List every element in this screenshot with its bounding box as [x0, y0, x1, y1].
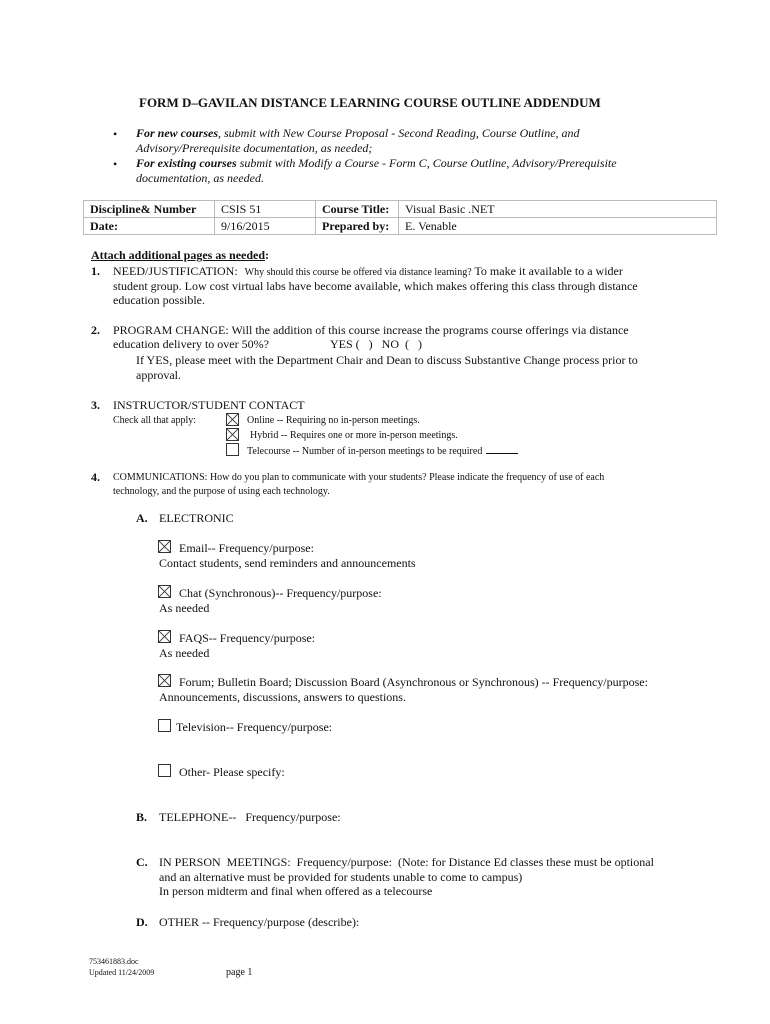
footer-updated: Updated 11/24/2009 [89, 968, 155, 977]
attach-colon: : [265, 248, 270, 262]
check-x-icon [159, 541, 170, 552]
faqs-label: FAQS-- Frequency/purpose: [179, 631, 316, 645]
forum-label: Forum; Bulletin Board; Discussion Board (Asynchronous or Synchronous) -- Frequency/purpose: [179, 675, 648, 689]
subsection-a-letter: A. [136, 511, 148, 525]
email-label: Email-- Frequency/purpose: [179, 541, 314, 555]
discipline-value[interactable]: CSIS 51 [215, 201, 316, 218]
bullet-lead: For existing courses [136, 156, 237, 170]
telecourse-count-blank[interactable] [486, 444, 518, 454]
form-title: FORM D–GAVILAN DISTANCE LEARNING COURSE OUTLINE ADDENDUM [139, 95, 601, 110]
section-1-line1 [113, 264, 623, 279]
section-3-heading: INSTRUCTOR/STUDENT CONTACT [113, 398, 305, 412]
course-info-table [83, 200, 717, 235]
online-option-label: Online -- Requiring no in-person meetings. [247, 415, 420, 426]
bullet-rest: , submit with New Course Proposal - Second Reading, Course Outline, and [218, 126, 580, 140]
subsection-b-letter: B. [136, 810, 148, 824]
chat-checkbox[interactable] [158, 585, 171, 598]
check-all-label: Check all that apply: [113, 415, 197, 426]
date-value[interactable]: 9/16/2015 [215, 218, 316, 235]
course-title-value[interactable]: Visual Basic .NET [399, 201, 717, 218]
attach-heading [91, 248, 269, 263]
subsection-a-title: ELECTRONIC [159, 511, 234, 525]
bullet-rest: submit with Modify a Course - Form C, Course Outline, Advisory/Prerequisite [236, 156, 617, 170]
table-row [84, 201, 717, 218]
yes-no-choice[interactable]: YES ( ) NO ( ) [330, 337, 422, 351]
attach-heading-text: Attach additional pages as needed [91, 248, 266, 262]
subsection-c-answer[interactable]: In person midterm and final when offered as a telecourse [159, 884, 433, 898]
section-1-number: 1. [91, 264, 100, 278]
chat-label: Chat (Synchronous)-- Frequency/purpose: [179, 586, 382, 600]
other-checkbox[interactable] [158, 764, 171, 777]
section-2-line2: education delivery to over 50%? [113, 337, 269, 351]
telecourse-checkbox[interactable] [226, 443, 239, 456]
telecourse-option-label [247, 444, 518, 458]
television-label: Television-- Frequency/purpose: [176, 720, 333, 734]
section-2-line4: approval. [136, 368, 181, 382]
section-1-line2[interactable]: student group. Low cost virtual labs have become available, which makes offering this class through distance [113, 279, 638, 293]
section-2-line3: If YES, please meet with the Department Chair and Dean to discuss Substantive Change process prior to [136, 353, 638, 367]
footer-page-number: page 1 [226, 967, 253, 978]
subsection-b-title: TELEPHONE-- Frequency/purpose: [159, 810, 341, 824]
subsection-c-letter: C. [136, 855, 148, 869]
check-x-icon [227, 429, 238, 440]
telecourse-label-text: Telecourse -- Number of in-person meetings to be required [247, 446, 483, 457]
prepared-by-label: Prepared by: [316, 218, 399, 235]
online-checkbox[interactable] [226, 413, 239, 426]
subsection-c-line2: and an alternative must be provided for students unable to come to campus) [159, 870, 523, 884]
section-4-number: 4. [91, 470, 100, 484]
check-x-icon [159, 586, 170, 597]
bullet-lead: For new courses [136, 126, 219, 140]
table-row [84, 218, 717, 235]
need-justification-answer[interactable]: To make it available to a wider [471, 264, 623, 278]
email-answer[interactable]: Contact students, send reminders and announcements [159, 556, 416, 570]
section-2-line1: PROGRAM CHANGE: Will the addition of this course increase the programs course offerings via distance [113, 323, 629, 337]
need-justification-question: Why should this course be offered via distance learning? [244, 267, 472, 278]
footer-file-name: 753461883.doc [89, 957, 139, 966]
forum-answer[interactable]: Announcements, discussions, answers to questions. [159, 690, 406, 704]
subsection-c-line1: IN PERSON MEETINGS: Frequency/purpose: (Note: for Distance Ed classes these must be optional [159, 855, 654, 869]
faqs-answer[interactable]: As needed [159, 646, 210, 660]
prepared-by-value[interactable]: E. Venable [399, 218, 717, 235]
hybrid-option-label: Hybrid -- Requires one or more in-person meetings. [250, 430, 458, 441]
faqs-checkbox[interactable] [158, 630, 171, 643]
section-2-number: 2. [91, 323, 100, 337]
other-label: Other- Please specify: [179, 765, 285, 779]
section-4-line2: technology, and the purpose of using each technology. [113, 486, 330, 497]
section-4-line1: COMMUNICATIONS: How do you plan to communicate with your students? Please indicate the frequency of use of each [113, 472, 605, 483]
check-x-icon [159, 631, 170, 642]
subsection-d-title: OTHER -- Frequency/purpose (describe): [159, 915, 360, 929]
television-checkbox[interactable] [158, 719, 171, 732]
bullet-existing-courses [136, 156, 617, 171]
email-checkbox[interactable] [158, 540, 171, 553]
need-justification-label: NEED/JUSTIFICATION: [113, 264, 238, 278]
check-x-icon [159, 675, 170, 686]
bullet-new-courses [136, 126, 580, 141]
discipline-label: Discipline& Number [84, 201, 215, 218]
subsection-d-letter: D. [136, 915, 148, 929]
chat-answer[interactable]: As needed [159, 601, 210, 615]
bullet-new-courses-line2: Advisory/Prerequisite documentation, as needed; [136, 141, 373, 155]
bullet-dot: • [113, 157, 118, 171]
bullet-dot: • [113, 127, 118, 141]
date-label: Date: [84, 218, 215, 235]
bullet-existing-courses-line2: documentation, as needed. [136, 171, 264, 185]
hybrid-checkbox[interactable] [226, 428, 239, 441]
forum-checkbox[interactable] [158, 674, 171, 687]
course-title-label: Course Title: [316, 201, 399, 218]
section-3-number: 3. [91, 398, 100, 412]
check-x-icon [227, 414, 238, 425]
section-1-line3[interactable]: education possible. [113, 293, 205, 307]
